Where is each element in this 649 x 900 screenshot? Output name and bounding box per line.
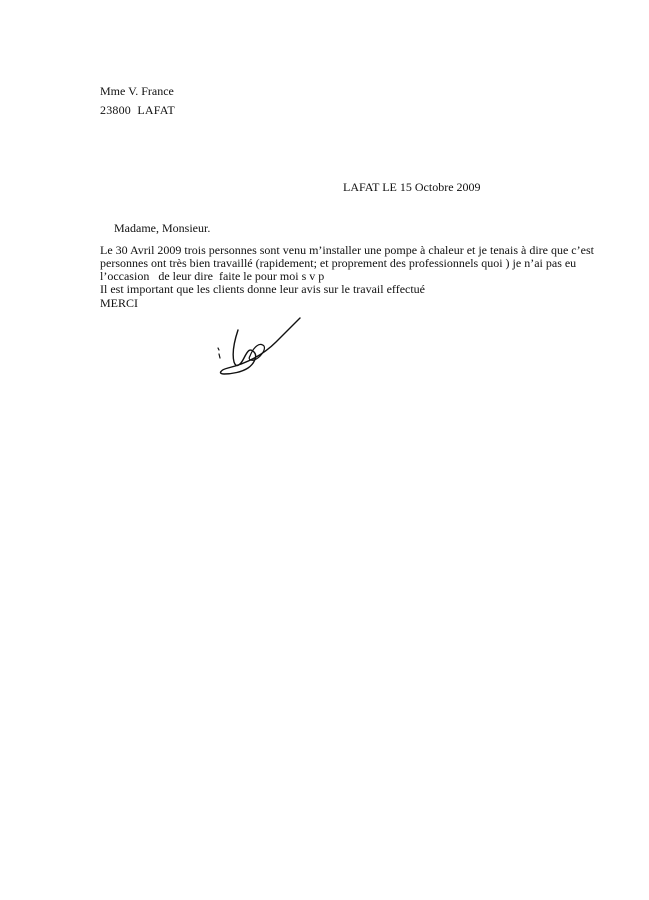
- body-line: Le 30 Avril 2009 trois personnes sont venu m’installer une pompe à chaleur et je tenais à dire que c’est: [100, 243, 594, 257]
- sender-name: Mme V. France: [100, 84, 174, 98]
- salutation: Madame, Monsieur.: [114, 221, 211, 235]
- date-line: LAFAT LE 15 Octobre 2009: [343, 180, 481, 194]
- handwritten-signature: [210, 312, 310, 382]
- body-line: l’occasion de leur dire faite le pour moi s v p: [100, 269, 325, 283]
- closing: MERCI: [100, 296, 139, 310]
- body-line: Il est important que les clients donne leur avis sur le travail effectué: [100, 282, 426, 296]
- body-line: personnes ont très bien travaillé (rapidement; et proprement des professionnels quoi ) je n’ai pas eu: [100, 256, 577, 270]
- sender-address: 23800 LAFAT: [100, 103, 175, 117]
